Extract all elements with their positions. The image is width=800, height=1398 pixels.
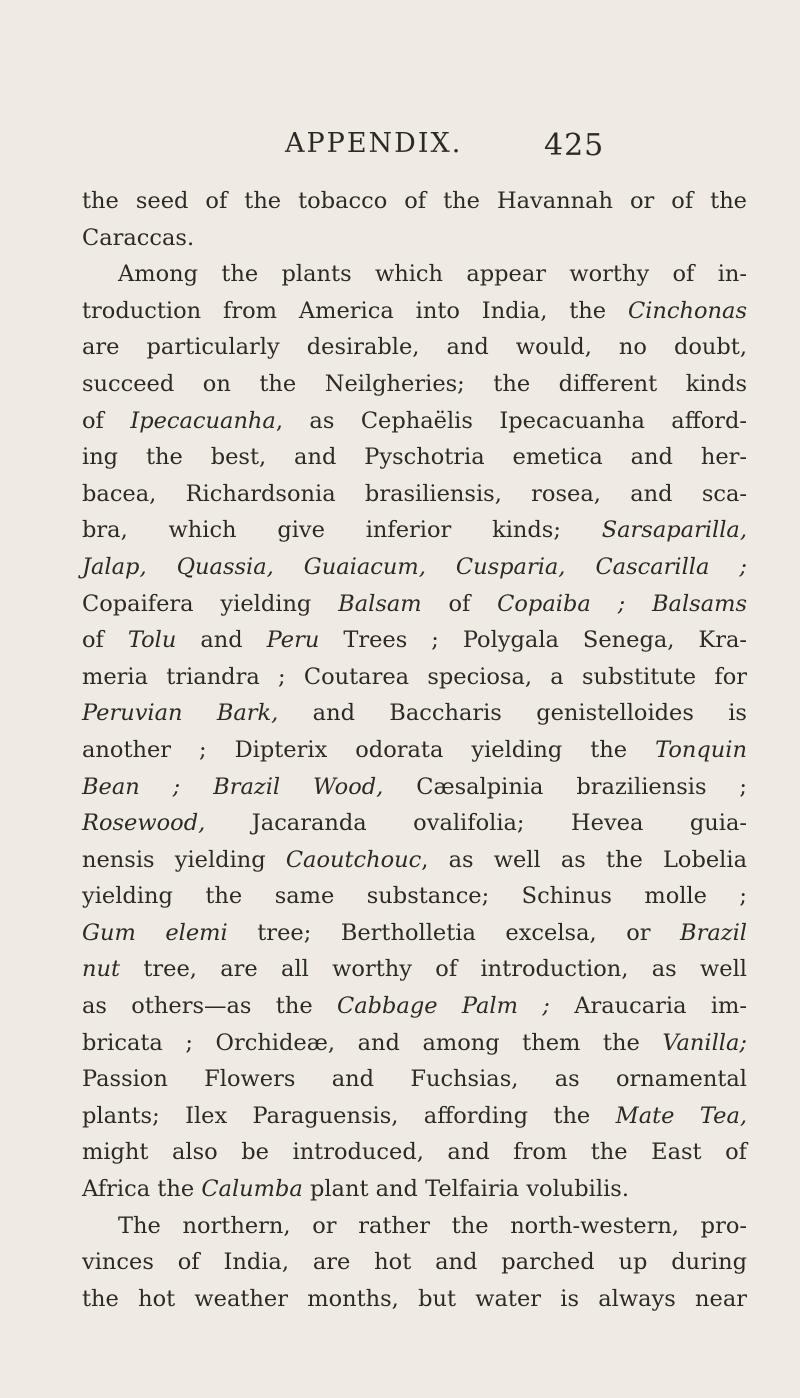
- text-line: [82, 329, 747, 366]
- text-segment: plants; Ilex Paraguensis, affording the: [82, 1102, 616, 1129]
- italic-text: Calumba: [201, 1176, 303, 1203]
- text-line: [82, 659, 747, 696]
- text-line: [82, 1098, 747, 1135]
- text-line: [82, 403, 747, 440]
- text-line: [82, 1281, 747, 1318]
- text-segment: Caraccas.: [82, 224, 195, 251]
- text-segment: the seed of the tobacco of the Havannah or of the: [82, 188, 747, 214]
- italic-text: Tonquin: [655, 736, 747, 763]
- text-segment: nensis yielding: [82, 846, 286, 873]
- text-segment: tree, are all worthy of introduction, as well: [120, 956, 747, 983]
- text-segment: Among the plants which appear worthy of in-: [118, 261, 747, 288]
- text-line: [82, 1171, 747, 1208]
- italic-text: Caoutchouc: [285, 846, 422, 873]
- italic-text: Cabbage Palm ;: [336, 993, 550, 1020]
- text-line: [82, 951, 747, 988]
- italic-text: Gum elemi: [82, 919, 228, 946]
- text-line: [82, 1061, 747, 1098]
- text-segment: meria triandra ; Coutarea speciosa, a substitute for: [82, 663, 747, 690]
- text-segment: and: [176, 627, 267, 654]
- text-line: [82, 915, 747, 952]
- text-line: [82, 695, 747, 732]
- text-line: [82, 878, 747, 915]
- text-line: [82, 220, 747, 257]
- page-number: 425: [544, 128, 605, 163]
- text-segment: another ; Dipterix odorata yielding the: [82, 736, 656, 763]
- text-segment: are particularly desirable, and would, no doubt,: [82, 334, 747, 361]
- text-line: [82, 769, 747, 806]
- italic-text: Bean ; Brazil Wood,: [82, 773, 384, 800]
- text-line: [82, 805, 747, 842]
- text-line: [82, 366, 747, 403]
- text-segment: Passion Flowers and Fuchsias, as ornamental: [82, 1066, 747, 1093]
- text-line: [82, 183, 747, 220]
- text-segment: troduction from America into India, the: [82, 297, 628, 324]
- italic-text: Rosewood,: [82, 810, 206, 837]
- italic-text: Jalap, Quassia, Guaiacum, Cusparia, Cascarilla ;: [82, 553, 747, 580]
- italic-text: Peruvian Bark,: [82, 700, 279, 727]
- text-line: [82, 1208, 747, 1245]
- text-segment: The northern, or rather the north-western, pro-: [118, 1212, 747, 1239]
- italic-text: Cinchonas: [628, 297, 747, 324]
- text-line: [82, 1244, 747, 1281]
- text-segment: of: [82, 407, 131, 434]
- text-line: [82, 512, 747, 549]
- italic-text: Mate Tea,: [615, 1102, 748, 1129]
- text-line: [82, 1134, 747, 1171]
- text-line: [82, 732, 747, 769]
- text-segment: as others—as the: [82, 993, 337, 1020]
- text-segment: and Baccharis genistelloides is: [278, 700, 747, 727]
- text-segment: succeed on the Neilgheries; the different kinds: [82, 370, 747, 397]
- text-segment: ing the best, and Pyschotria emetica and her-: [82, 444, 747, 471]
- text-segment: Jacaranda ovalifolia; Hevea guia-: [205, 810, 747, 837]
- text-segment: , as well as the Lobelia: [421, 846, 747, 873]
- text-line: [82, 293, 747, 330]
- text-segment: , as Cephaëlis Ipecacuanha afford-: [275, 407, 748, 434]
- italic-text: Sarsaparilla,: [601, 517, 747, 544]
- italic-text: Balsam: [338, 590, 422, 617]
- italic-text: Tolu: [127, 627, 177, 654]
- italic-text: Ipecacuanha: [130, 407, 276, 434]
- text-segment: Trees ; Polygala Senega, Kra-: [319, 627, 747, 654]
- italic-text: Peru: [266, 627, 320, 654]
- text-segment: plant and Telfairia volubilis.: [302, 1176, 629, 1203]
- text-segment: Cæsalpinia braziliensis ;: [383, 773, 747, 800]
- text-segment: yielding the same substance; Schinus molle ;: [82, 883, 747, 910]
- text-segment: might also be introduced, and from the East of: [82, 1139, 747, 1166]
- text-line: [82, 256, 747, 293]
- text-segment: of: [421, 590, 498, 617]
- text-line: [82, 586, 747, 623]
- running-head-title: APPENDIX.: [285, 128, 463, 159]
- italic-text: nut: [82, 956, 121, 983]
- text-segment: Araucaria im-: [549, 993, 747, 1020]
- text-line: [82, 842, 747, 879]
- text-segment: vinces of India, are hot and parched up during: [82, 1249, 747, 1276]
- text-segment: bricata ; Orchideæ, and among them the: [82, 1029, 663, 1056]
- italic-text: Brazil: [680, 919, 747, 946]
- text-line: [82, 988, 747, 1025]
- text-line: [82, 1025, 747, 1062]
- text-segment: the hot weather months, but water is always near: [82, 1285, 747, 1312]
- italic-text: Vanilla;: [662, 1029, 747, 1056]
- text-segment: tree; Bertholletia excelsa, or: [227, 919, 681, 946]
- text-segment: bra, which give inferior kinds;: [82, 517, 602, 544]
- text-segment: Copaifera yielding: [82, 590, 339, 617]
- italic-text: Copaiba ; Balsams: [497, 590, 747, 617]
- body-text: [82, 183, 747, 1317]
- text-segment: Africa the: [82, 1176, 202, 1203]
- text-line: [82, 476, 747, 513]
- text-segment: of: [82, 627, 128, 654]
- text-segment: bacea, Richardsonia brasiliensis, rosea, and sca-: [82, 480, 747, 507]
- running-head: [258, 128, 658, 164]
- text-line: [82, 549, 747, 586]
- text-line: [82, 622, 747, 659]
- text-line: [82, 439, 747, 476]
